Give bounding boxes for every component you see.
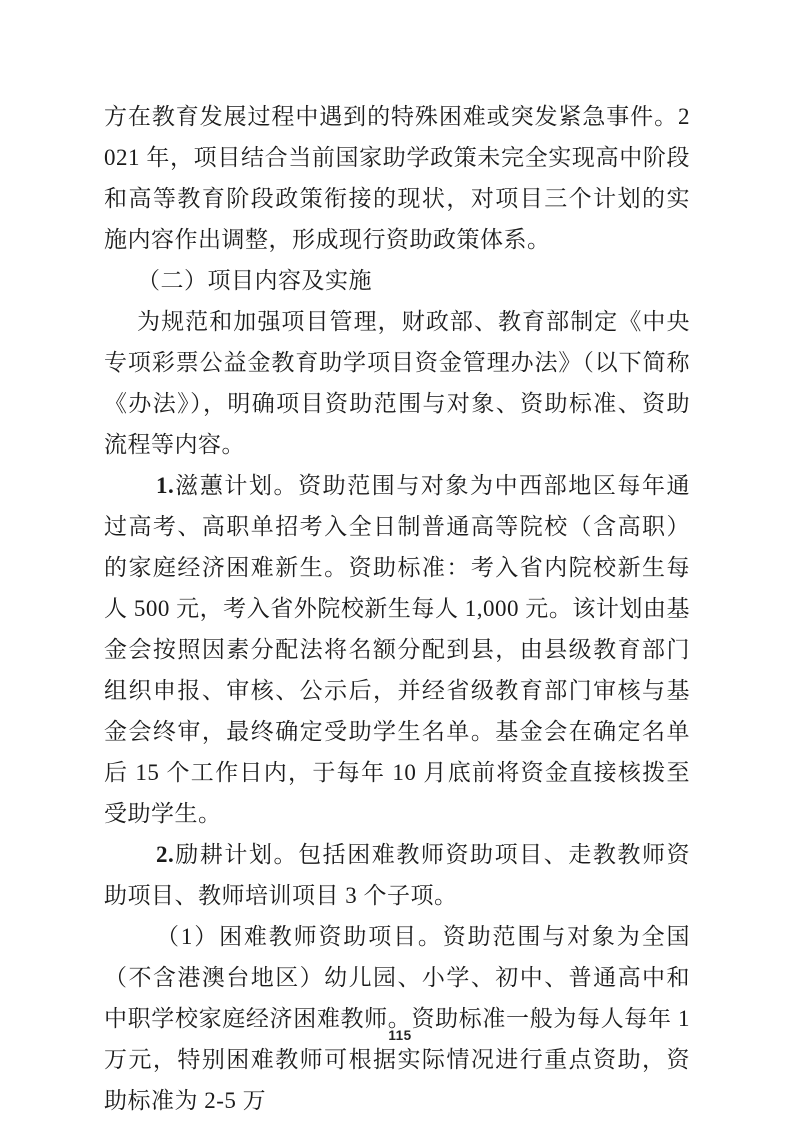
paragraph-ligeng-plan [104,834,690,916]
paragraph-ligeng-plan-text: 励耕计划。包括困难教师资助项目、走教教师资助项目、教师培训项目 3 个子项。 [104,842,690,908]
section-heading-project-content: （二）项目内容及实施 [137,268,372,293]
paragraph-zihui-plan [104,465,690,834]
paragraph-policy-adjustment: 方在教育发展过程中遇到的特殊困难或突发紧急事件。2021 年，项目结合当前国家助学政策未完全实现高中阶段和高等教育阶段政策衔接的现状，对项目三个计划的实施内容作出调整，形成现行资助政策体系。 [104,104,690,252]
page-number: 115 [388,1028,412,1043]
paragraph-management-measures: 为规范和加强项目管理，财政部、教育部制定《中央专项彩票公益金教育助学项目资金管理办法》（以下简称《办法》），明确项目资助范围与对象、资助标准、资助流程等内容。 [104,309,690,457]
page-content [104,96,690,1121]
list-number-2: 2. [156,842,175,867]
paragraph-difficult-teacher-project: （1）困难教师资助项目。资助范围与对象为全国（不含港澳台地区）幼儿园、小学、初中、普通高中和中职学校家庭经济困难教师。资助标准一般为每人每年 1 万元，特别困难教师可根据实际情况进行重点资助，资助标准为 2-5 万 [104,924,690,1113]
list-number-1: 1. [156,473,175,498]
paragraph-zihui-plan-text: 滋蕙计划。资助范围与对象为中西部地区每年通过高考、高职单招考入全日制普通高等院校（含高职）的家庭经济困难新生。资助标准：考入省内院校新生每人 500 元，考入省外院校新生每人 1,000 元。该计划由基金会按照因素分配法将名额分配到县，由县级教育部门组织申报、审核、公示后，并经省级教育部门审核与基金会终审，最终确定受助学生名单。基金会在确定名单后 15 个工作日内，于每年 10 月底前将资金直接核拨至受助学生。 [104,473,690,826]
